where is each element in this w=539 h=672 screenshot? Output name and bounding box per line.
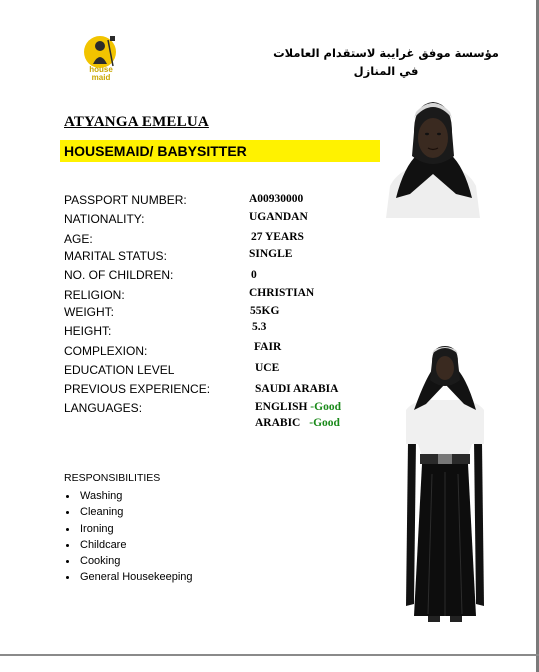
language-english bbox=[255, 400, 341, 414]
complexion-value: FAIR bbox=[254, 341, 282, 353]
language-arabic bbox=[255, 416, 340, 430]
age-label: AGE: bbox=[64, 232, 93, 246]
language-arabic-level: -Good bbox=[309, 417, 340, 429]
company-logo bbox=[72, 28, 128, 94]
passport-value: A00930000 bbox=[249, 193, 304, 205]
age-value: 27 YEARS bbox=[251, 231, 304, 243]
religion-value: CHRISTIAN bbox=[249, 287, 315, 299]
list-item: General Housekeeping bbox=[64, 569, 193, 585]
language-english-level: -Good bbox=[310, 401, 341, 413]
children-value: 0 bbox=[251, 269, 257, 281]
language-arabic-name: ARABIC bbox=[255, 417, 301, 429]
height-label: HEIGHT: bbox=[64, 324, 112, 338]
logo-text-house: house bbox=[89, 65, 113, 74]
list-item: Childcare bbox=[64, 537, 193, 553]
complexion-label: COMPLEXION: bbox=[64, 344, 148, 358]
nationality-label: NATIONALITY: bbox=[64, 212, 145, 226]
role-highlight-bar bbox=[60, 140, 381, 162]
height-value: 5.3 bbox=[252, 321, 267, 333]
education-label: EDUCATION LEVEL bbox=[64, 363, 175, 377]
responsibilities-title: RESPONSIBILITIES bbox=[64, 472, 161, 484]
responsibilities-list bbox=[64, 488, 193, 586]
experience-value: SAUDI ARABIA bbox=[255, 383, 339, 395]
list-item: Washing bbox=[64, 488, 193, 504]
full-body-photo bbox=[402, 344, 488, 626]
experience-label: PREVIOUS EXPERIENCE: bbox=[64, 382, 211, 396]
children-label: NO. OF CHILDREN: bbox=[64, 268, 174, 282]
marital-status-label: MARITAL STATUS: bbox=[64, 249, 167, 263]
languages-label: LANGUAGES: bbox=[64, 401, 143, 415]
weight-value: 55KG bbox=[250, 305, 280, 317]
passport-label: PASSPORT NUMBER: bbox=[64, 193, 187, 207]
candidate-role: HOUSEMAID/ BABYSITTER bbox=[64, 143, 247, 159]
list-item: Cooking bbox=[64, 553, 193, 569]
housemaid-logo-icon bbox=[72, 28, 128, 94]
marital-status-value: SINGLE bbox=[249, 248, 293, 260]
language-english-name: ENGLISH bbox=[255, 401, 308, 413]
education-value: UCE bbox=[255, 362, 280, 374]
weight-label: WEIGHT: bbox=[64, 305, 114, 319]
agency-title: مؤسسة موفق غرايبة لاستقدام العاملات في المنازل bbox=[273, 46, 499, 78]
list-item: Cleaning bbox=[64, 504, 193, 520]
portrait-photo bbox=[380, 92, 486, 218]
logo-text-maid: maid bbox=[91, 73, 111, 82]
candidate-name: ATYANGA EMELUA bbox=[64, 114, 209, 130]
nationality-value: UGANDAN bbox=[249, 211, 308, 223]
viewer-background bbox=[0, 656, 536, 672]
list-item: Ironing bbox=[64, 521, 193, 537]
religion-label: RELIGION: bbox=[64, 288, 125, 302]
